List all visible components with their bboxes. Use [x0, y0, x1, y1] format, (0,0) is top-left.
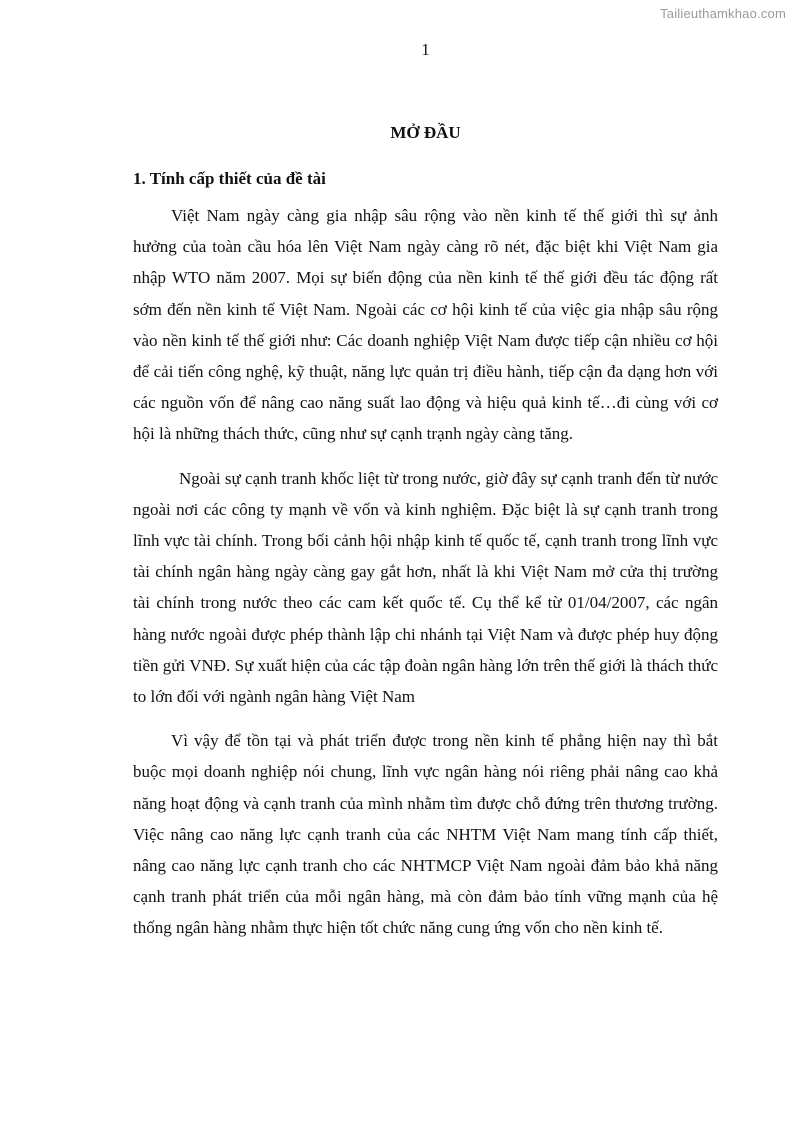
- page-number: 1: [421, 40, 430, 59]
- document-body: [133, 118, 718, 957]
- document-title: MỞ ĐẦU: [390, 123, 461, 142]
- section-heading: 1. Tính cấp thiết của đề tài: [133, 169, 326, 188]
- paragraph-3: Vì vậy để tồn tại và phát triển được trong nền kinh tế phẳng hiện nay thì bắt buộc mọi doanh nghiệp nói chung, lĩnh vực ngân hàng nói riêng phải nâng cao khả năng hoạt động và cạnh tranh của mình nhằm tìm được chỗ đứng trên thương trường. Việc nâng cao năng lực cạnh tranh của các NHTM Việt Nam mang tính cấp thiết, nâng cao năng lực cạnh tranh cho các NHTMCP Việt Nam ngoài đảm bảo khả năng cạnh tranh phát triển của mỗi ngân hàng, mà còn đảm bảo tính vững mạnh của hệ thống ngân hàng nhằm thực hiện tốt chức năng cung ứng vốn cho nền kinh tế.: [133, 731, 718, 938]
- watermark: Tailieuthamkhao.com: [660, 6, 786, 21]
- paragraph-2: Ngoài sự cạnh tranh khốc liệt từ trong nước, giờ đây sự cạnh tranh đến từ nước ngoài nơi các công ty mạnh về vốn và kinh nghiệm. Đặc biệt là sự cạnh tranh trong lĩnh vực tài chính. Trong bối cảnh hội nhập kinh tế quốc tế, cạnh tranh trong lĩnh vực tài chính ngân hàng ngày càng gay gắt hơn, nhất là khi Việt Nam mở cửa thị trường tài chính trong nước theo các cam kết quốc tế. Cụ thể kể từ 01/04/2007, các ngân hàng nước ngoài được phép thành lập chi nhánh tại Việt Nam và được phép huy động tiền gửi VNĐ. Sự xuất hiện của các tập đoàn ngân hàng lớn trên thế giới là thách thức to lớn đối với ngành ngân hàng Việt Nam: [133, 468, 718, 707]
- paragraph-1: Việt Nam ngày càng gia nhập sâu rộng vào nền kinh tế thế giới thì sự ảnh hưởng của toàn cầu hóa lên Việt Nam ngày càng rõ nét, đặc biệt khi Việt Nam gia nhập WTO năm 2007. Mọi sự biến động của nền kinh tế thế giới đều tác động rất sớm đến nền kinh tế Việt Nam. Ngoài các cơ hội kinh tế của việc gia nhập sâu rộng vào nền kinh tế thế giới như: Các doanh nghiệp Việt Nam được tiếp cận nhiều cơ hội để cải tiến công nghệ, kỹ thuật, năng lực quản trị điều hành, tiếp cận đa dạng hơn với các nguồn vốn để nâng cao năng suất lao động và hiệu quả kinh tế…đi cùng với cơ hội là những thách thức, cũng như sự cạnh trạnh ngày càng tăng.: [133, 206, 718, 444]
